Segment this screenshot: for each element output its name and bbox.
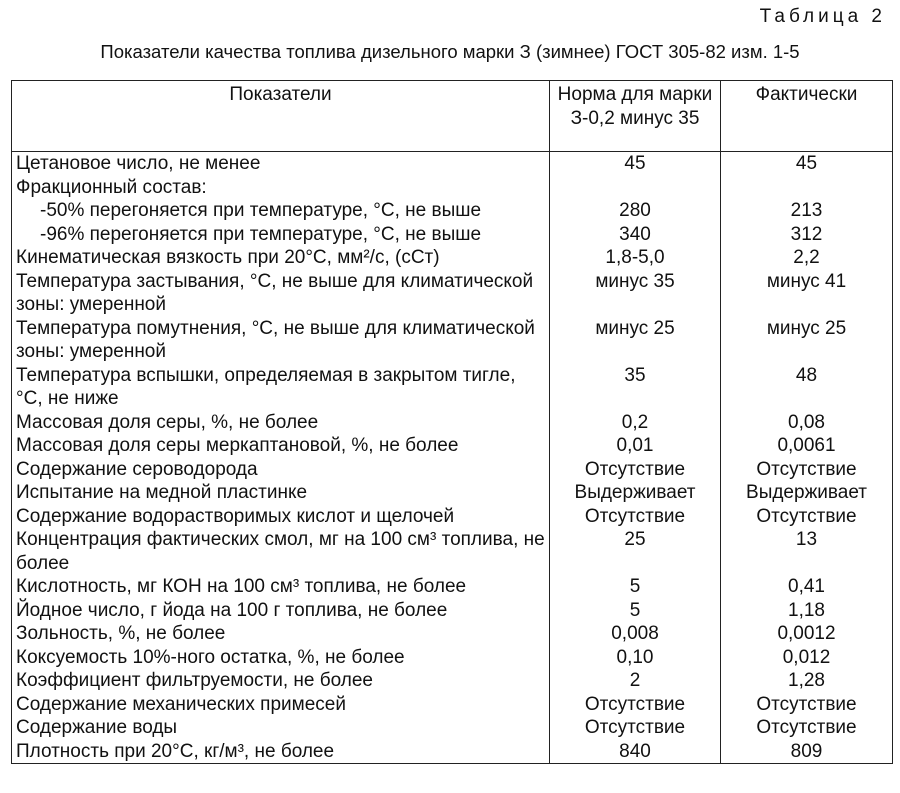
table-row <box>12 693 893 717</box>
table-row <box>12 176 893 200</box>
indicator-cell: Температура вспышки, определяемая в закрытом тигле, °С, не ниже <box>12 364 550 411</box>
indicator-cell: Кинематическая вязкость при 20°С, мм²/с, (сСт) <box>12 246 550 270</box>
actual-cell: 48 <box>721 364 893 411</box>
indicator-cell: Концентрация фактических смол, мг на 100 см³ топлива, не более <box>12 528 550 575</box>
actual-cell: 213 <box>721 199 893 223</box>
norm-cell: 25 <box>550 528 721 575</box>
indicator-cell: Температура помутнения, °С, не выше для климатической зоны: умеренной <box>12 317 550 364</box>
indicator-cell: Температура застывания, °С, не выше для климатической зоны: умеренной <box>12 270 550 317</box>
table-row <box>12 152 893 176</box>
norm-cell: 0,2 <box>550 411 721 435</box>
norm-cell: Отсутствие <box>550 505 721 529</box>
actual-cell: 2,2 <box>721 246 893 270</box>
header-norm: Норма для марки З-0,2 минус 35 <box>550 81 721 152</box>
actual-cell: минус 41 <box>721 270 893 317</box>
norm-cell: 0,01 <box>550 434 721 458</box>
norm-cell: 340 <box>550 223 721 247</box>
norm-cell: 45 <box>550 152 721 176</box>
indicator-cell: Массовая доля серы меркаптановой, %, не более <box>12 434 550 458</box>
actual-cell: 0,0061 <box>721 434 893 458</box>
table-row <box>12 669 893 693</box>
indicator-cell: -96% перегоняется при температуре, °С, не выше <box>12 223 550 247</box>
actual-cell: Отсутствие <box>721 716 893 740</box>
indicator-cell: Коксуемость 10%-ного остатка, %, не более <box>12 646 550 670</box>
actual-cell: Выдерживает <box>721 481 893 505</box>
norm-cell: 5 <box>550 575 721 599</box>
indicator-cell: Зольность, %, не более <box>12 622 550 646</box>
table-row <box>12 434 893 458</box>
actual-cell: 1,28 <box>721 669 893 693</box>
actual-cell: 1,18 <box>721 599 893 623</box>
table-row <box>12 505 893 529</box>
indicator-cell: -50% перегоняется при температуре, °С, не выше <box>12 199 550 223</box>
indicator-cell: Испытание на медной пластинке <box>12 481 550 505</box>
norm-cell: Отсутствие <box>550 458 721 482</box>
table-caption: Таблица 2 <box>759 6 886 27</box>
table-row <box>12 270 893 317</box>
actual-cell: 0,08 <box>721 411 893 435</box>
indicator-cell: Цетановое число, не менее <box>12 152 550 176</box>
header-actual: Фактически <box>721 81 893 152</box>
indicator-cell: Коэффициент фильтруемости, не более <box>12 669 550 693</box>
norm-cell: 5 <box>550 599 721 623</box>
actual-cell: 0,012 <box>721 646 893 670</box>
header-row <box>12 81 893 152</box>
indicator-cell: Плотность при 20°С, кг/м³, не более <box>12 740 550 764</box>
table-row <box>12 575 893 599</box>
indicator-cell: Фракционный состав: <box>12 176 550 200</box>
table-row <box>12 481 893 505</box>
actual-cell: 809 <box>721 740 893 764</box>
actual-cell: 13 <box>721 528 893 575</box>
fuel-quality-table <box>11 80 893 764</box>
actual-cell: 312 <box>721 223 893 247</box>
table-row <box>12 411 893 435</box>
actual-cell: Отсутствие <box>721 505 893 529</box>
norm-cell: 1,8-5,0 <box>550 246 721 270</box>
indicator-cell: Массовая доля серы, %, не более <box>12 411 550 435</box>
indicator-cell: Йодное число, г йода на 100 г топлива, не более <box>12 599 550 623</box>
indicator-cell: Содержание сероводорода <box>12 458 550 482</box>
actual-cell: 0,41 <box>721 575 893 599</box>
norm-cell: Отсутствие <box>550 716 721 740</box>
table-row <box>12 740 893 764</box>
actual-cell: Отсутствие <box>721 693 893 717</box>
table-body <box>12 152 893 764</box>
indicator-cell: Содержание воды <box>12 716 550 740</box>
table-row <box>12 317 893 364</box>
norm-cell: Отсутствие <box>550 693 721 717</box>
indicator-cell: Содержание водорастворимых кислот и щелочей <box>12 505 550 529</box>
table-title: Показатели качества топлива дизельного марки З (зимнее) ГОСТ 305-82 изм. 1-5 <box>100 41 800 62</box>
table-row <box>12 199 893 223</box>
norm-cell: минус 35 <box>550 270 721 317</box>
actual-cell: Отсутствие <box>721 458 893 482</box>
actual-cell <box>721 176 893 200</box>
table-row <box>12 223 893 247</box>
actual-cell: минус 25 <box>721 317 893 364</box>
norm-cell: минус 25 <box>550 317 721 364</box>
actual-cell: 45 <box>721 152 893 176</box>
norm-cell: 35 <box>550 364 721 411</box>
norm-cell: 280 <box>550 199 721 223</box>
norm-cell: 0,008 <box>550 622 721 646</box>
header-indicator: Показатели <box>12 81 550 152</box>
table-row <box>12 716 893 740</box>
table-row <box>12 646 893 670</box>
indicator-cell: Кислотность, мг КОН на 100 см³ топлива, не более <box>12 575 550 599</box>
table-row <box>12 528 893 575</box>
table-row <box>12 458 893 482</box>
norm-cell: 840 <box>550 740 721 764</box>
table-row <box>12 364 893 411</box>
norm-cell: Выдерживает <box>550 481 721 505</box>
indicator-cell: Содержание механических примесей <box>12 693 550 717</box>
table-row <box>12 246 893 270</box>
norm-cell: 2 <box>550 669 721 693</box>
norm-cell: 0,10 <box>550 646 721 670</box>
table-row <box>12 599 893 623</box>
norm-cell <box>550 176 721 200</box>
actual-cell: 0,0012 <box>721 622 893 646</box>
table-row <box>12 622 893 646</box>
